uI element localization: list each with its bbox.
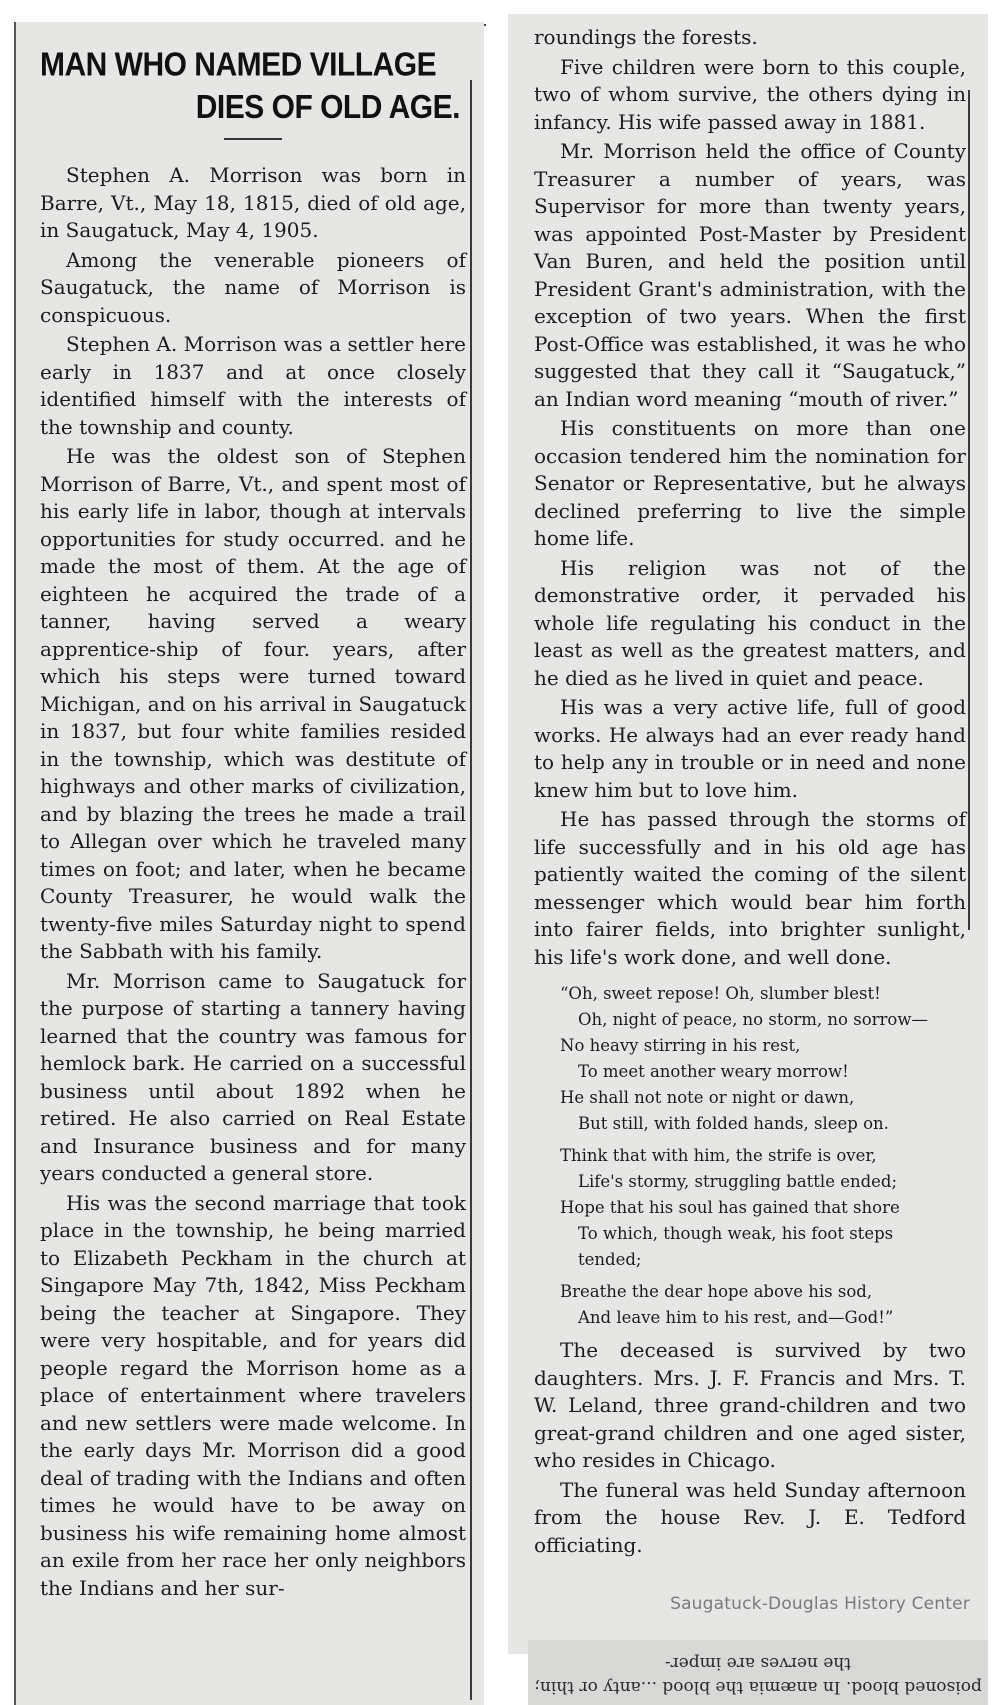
memorial-poem xyxy=(560,981,966,1331)
article-paragraph: His was a very active life, full of good works. He always had an ever ready hand to help any in trouble or in need and none knew him but to love him. xyxy=(534,695,966,802)
poem-line: “Oh, sweet repose! Oh, slumber blest! xyxy=(560,984,881,1003)
history-center-watermark: Saugatuck-Douglas History Center xyxy=(670,1594,970,1614)
article-paragraph: He has passed through the storms of life successfully and in his old age has patiently waited the coming of the silent messenger which would bear him forth into fairer fields, into brighter sunlight, his life's work done, and well done. xyxy=(534,807,966,969)
article-paragraph: Mr. Morrison came to Saugatuck for the purpose of starting a tannery having learned that the country was famous for hemlock bark. He carried on a successful business until about 1892 when he retired. He also carried on Real Estate and Insurance business and for many years conducted a general store. xyxy=(40,968,466,1185)
poem-line: And leave him to his rest, and—God!” xyxy=(578,1308,894,1327)
article-paragraph: Five children were born to this couple, two of whom survive, the others dying in infancy. His wife passed away in 1881. xyxy=(534,54,966,134)
continuation-line: roundings the forests. xyxy=(534,25,758,49)
article-paragraph: Stephen A. Morrison was born in Barre, Vt., May 18, 1815, died of old age, in Saugatuck, May 4, 1905. xyxy=(40,163,466,242)
poem-line: No heavy stirring in his rest, xyxy=(560,1036,801,1055)
left-column-body xyxy=(40,162,466,1602)
article-column-right xyxy=(508,14,988,1654)
column-rule-left xyxy=(470,80,472,1700)
upside-down-fragment-text: poisoned blood. In anæmia the blood ...anty or thin; the nerves are imper- xyxy=(534,1653,982,1697)
headline-line-1: MAN WHO NAMED VILLAGE xyxy=(40,46,437,84)
article-paragraph: Stephen A. Morrison was a settler here early in 1837 and at once closely identified himself with the interests of the township and county. xyxy=(40,332,466,439)
poem-line: Hope that his soul has gained that shore xyxy=(560,1198,900,1217)
article-paragraph: His religion was not of the demonstrative order, it pervaded his whole life regulating his conduct in the least as well as the greatest matters, and he died as he lived in quiet and peace. xyxy=(534,555,966,690)
poem-line: But still, with folded hands, sleep on. xyxy=(578,1114,889,1133)
poem-line: He shall not note or night or dawn, xyxy=(560,1088,855,1107)
article-paragraph: He was the oldest son of Stephen Morrison of Barre, Vt., and spent most of his early life in labor, though at intervals opportunities for study occurred. and he made the most of them. At the age of eighteen he acquired the trade of a tanner, having served a weary apprentice-ship of four. years, after which his steps were turned toward Michigan, and on his arrival in Saugatuck in 1837, but four white families resided in the township, which was destitute of highways and other marks of civilization, and by blazing the trees he made a trail to Allegan over which he traveled many times on foot; and later, when he became County Treasurer, he would walk the twenty-five miles Saturday night to spend the Sabbath with his family. xyxy=(40,444,466,963)
headline-line-2: DIES OF OLD AGE. xyxy=(195,88,460,126)
upside-down-fragment xyxy=(528,1640,988,1705)
article-paragraph: His constituents on more than one occasion tendered him the nomination for Senator or Representative, but he always declined preferring to live the simple home life. xyxy=(534,416,966,550)
poem-line: Think that with him, the strife is over, xyxy=(560,1146,877,1165)
poem-line: Life's stormy, struggling battle ended; xyxy=(578,1172,898,1191)
article-column-left xyxy=(14,22,484,1705)
headline xyxy=(40,44,466,129)
closing-paragraphs xyxy=(534,1337,966,1559)
poem-line: To meet another weary morrow! xyxy=(578,1062,849,1081)
poem-line: To which, though weak, his foot steps xyxy=(578,1224,894,1243)
poem-line: Breathe the dear hope above his sod, xyxy=(560,1282,873,1301)
closing-paragraph: The funeral was held Sunday afternoon from the house Rev. J. E. Tedford officiating. xyxy=(534,1477,966,1557)
poem-line: tended; xyxy=(578,1250,642,1269)
closing-paragraph: The deceased is survived by two daughters. Mrs. J. F. Francis and Mrs. T. W. Leland, three grand-children and two great-grand children and one aged sister, who resides in Chicago. xyxy=(534,1338,966,1472)
headline-divider xyxy=(224,138,282,140)
article-paragraph: His was the second marriage that took place in the township, he being married to Elizabeth Peckham in the church at Singapore May 7th, 1842, Miss Peckham being the teacher at Singapore. They were very hospitable, and for years did people regard the Morrison home as a place of entertainment where travelers and new settlers were made welcome. In the early days Mr. Morrison did a good deal of trading with the Indians and often times he would have to be away on business his wife remaining home almost an exile from her race her only neighbors the Indians and her sur- xyxy=(40,1190,466,1600)
article-paragraph: Among the venerable pioneers of Saugatuck, the name of Morrison is conspicuous. xyxy=(40,247,466,327)
article-paragraph: Mr. Morrison held the office of County Treasurer a number of years, was Supervisor for more than twenty years, was appointed Post-Master by President Van Buren, and held the position until President Grant's administration, with the exception of two years. When the first Post-Office was established, it was he who suggested that they call it “Saugatuck,” an Indian word meaning “mouth of river.” xyxy=(534,139,966,411)
column-rule-right xyxy=(968,90,970,930)
poem-line: Oh, night of peace, no storm, no sorrow— xyxy=(578,1010,928,1029)
right-column-body xyxy=(534,54,966,972)
